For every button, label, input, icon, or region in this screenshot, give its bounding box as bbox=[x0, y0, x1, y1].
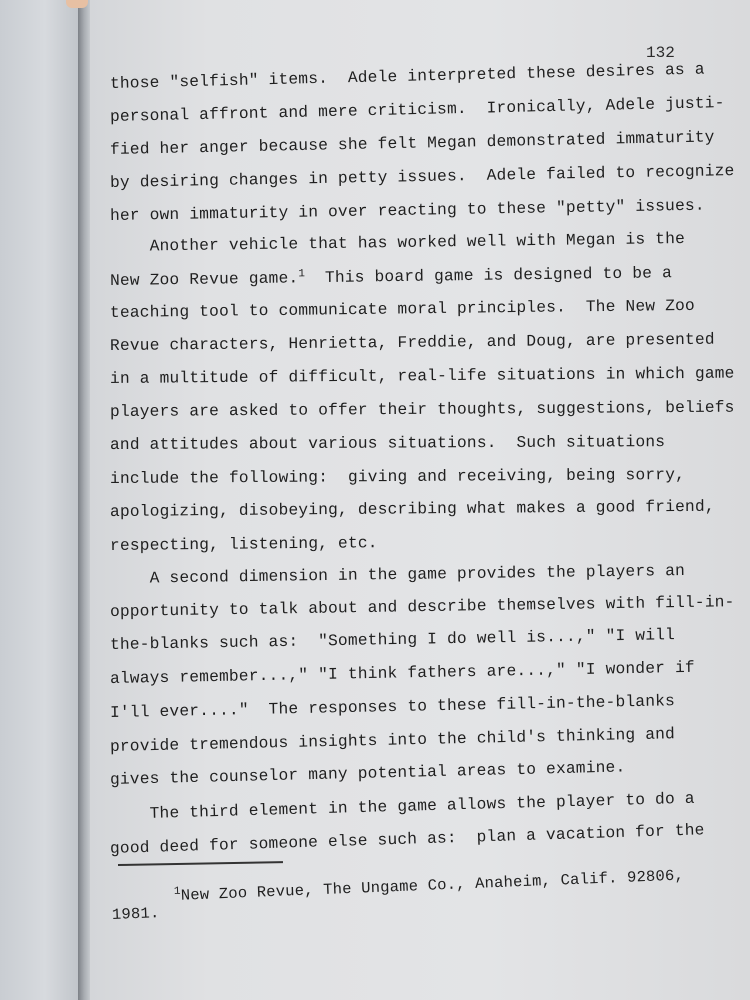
footnote-continuation: 1981. bbox=[111, 904, 160, 924]
body-line: those "selfish" items. Adele interpreted these desires as a bbox=[109, 60, 705, 93]
body-line: fied her anger because she felt Megan demonstrated immaturity bbox=[109, 128, 715, 159]
page-corner-tab bbox=[66, 0, 88, 8]
body-line-start: New Zoo Revue game. bbox=[109, 269, 299, 290]
body-line: I'll ever...." The responses to these fill-in-the-blanks bbox=[109, 692, 676, 722]
body-line: The third element in the game allows the player to do a bbox=[109, 789, 695, 824]
body-line: apologizing, disobeying, describing what makes a good friend, bbox=[109, 497, 715, 521]
body-line: provide tremendous insights into the child's thinking and bbox=[109, 725, 676, 756]
body-line: in a multitude of difficult, real-life situations in which game bbox=[109, 364, 735, 388]
body-line: Revue characters, Henrietta, Freddie, and Doug, are presented bbox=[109, 330, 715, 355]
body-line: players are asked to offer their thoughts, suggestions, beliefs bbox=[109, 398, 735, 421]
body-line: and attitudes about various situations. Such situations bbox=[109, 433, 666, 454]
body-line: the-blanks such as: "Something I do well is...," "I will bbox=[109, 626, 676, 654]
body-line: good deed for someone else such as: plan a vacation for the bbox=[109, 821, 705, 858]
body-line: teaching tool to communicate moral principles. The New Zoo bbox=[109, 296, 696, 322]
body-line: always remember...," "I think fathers are...," "I wonder if bbox=[109, 658, 696, 688]
footnote-reference: 1 bbox=[298, 268, 306, 281]
body-line: A second dimension in the game provides the players an bbox=[109, 561, 686, 588]
body-line-end: This board game is designed to be a bbox=[305, 264, 673, 288]
page-number: 132 bbox=[646, 44, 675, 62]
footnote-text: New Zoo Revue, The Ungame Co., Anaheim, Calif. 92806, bbox=[180, 866, 685, 905]
body-line: respecting, listening, etc. bbox=[109, 534, 378, 555]
body-line: include the following: giving and receiving, being sorry, bbox=[109, 465, 686, 488]
body-line: Another vehicle that has worked well with Megan is the bbox=[109, 229, 686, 256]
body-line: gives the counselor many potential areas to examine. bbox=[109, 758, 626, 789]
body-line: personal affront and mere criticism. Ironically, Adele justi- bbox=[109, 94, 725, 126]
body-line: opportunity to talk about and describe themselves with fill-in- bbox=[109, 593, 735, 621]
facing-page-edge bbox=[0, 0, 82, 1000]
body-line: by desiring changes in petty issues. Adele failed to recognize bbox=[109, 162, 735, 192]
footnote-marker: 1 bbox=[173, 885, 181, 898]
body-line: her own immaturity in over reacting to these "petty" issues. bbox=[109, 196, 705, 225]
